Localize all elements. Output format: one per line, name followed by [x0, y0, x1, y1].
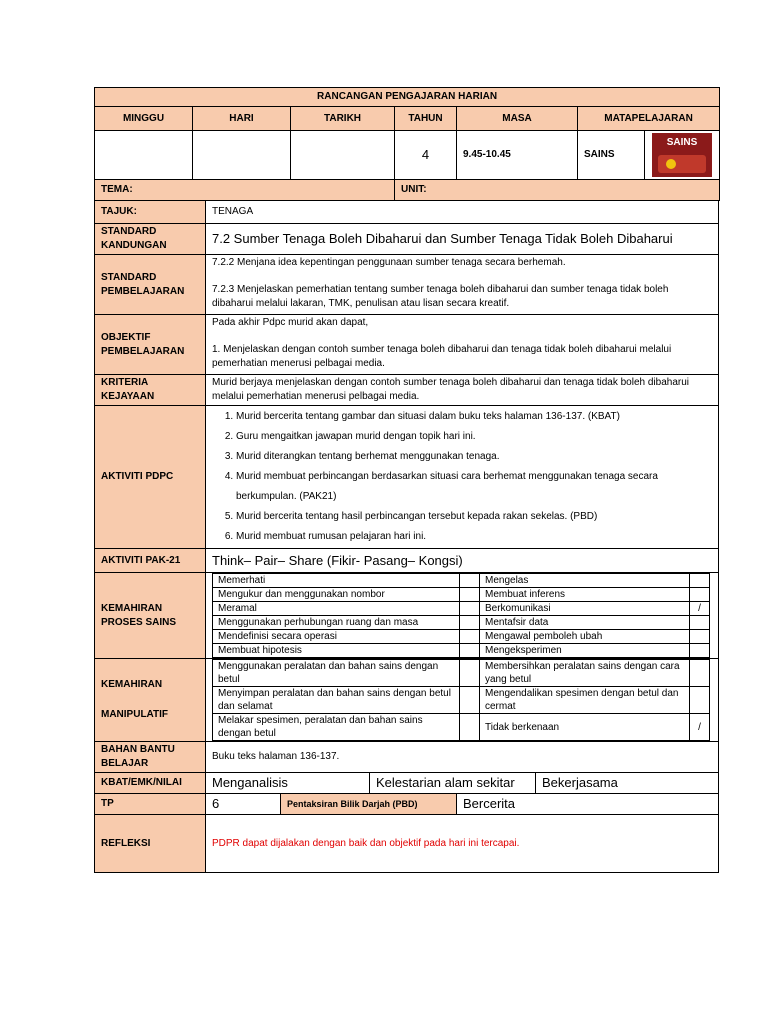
kps-mark[interactable]: /: [690, 602, 710, 616]
kps-mark[interactable]: [460, 602, 480, 616]
kps-table: [212, 573, 710, 658]
sains-book-cover-icon: [652, 133, 712, 177]
aktiviti-list: [212, 407, 712, 547]
sp-label: STANDARD PEMBELAJARAN: [95, 255, 206, 315]
refleksi-label: REFLEKSI: [95, 815, 206, 873]
kps-mark[interactable]: [460, 588, 480, 602]
kps-item: Menggunakan perhubungan ruang dan masa: [213, 616, 460, 630]
kps-item: Meramal: [213, 602, 460, 616]
matapelajaran-cell: [578, 131, 720, 180]
sp-line1: 7.2.2 Menjana idea kepentingan penggunaan sumber tenaga secara berhemah.: [212, 257, 566, 268]
logo-text: SAINS: [666, 137, 698, 148]
kk-value[interactable]: Murid berjaya menjelaskan dengan contoh sumber tenaga boleh dibaharui dan tenaga tidak boleh dibaharui melalui pemerhatian menerusi pelbagai media.: [206, 375, 719, 406]
subject-logo-cell: [645, 131, 720, 179]
pak21-label: AKTIVITI PAK-21: [95, 549, 206, 573]
kps-item: Mengawal pemboleh ubah: [480, 630, 690, 644]
kps-mark[interactable]: [460, 616, 480, 630]
kps-label: KEMAHIRAN PROSES SAINS: [95, 573, 206, 659]
sp-line2: 7.2.3 Menjelaskan pemerhatian tentang sumber tenaga boleh dibaharui dan sumber tenaga tidak boleh dibaharui melalui lakaran, TMK, penulisan atau lisan secara kreatif.: [212, 284, 669, 309]
kps-mark[interactable]: [690, 644, 710, 658]
minggu-value[interactable]: [95, 131, 193, 180]
kps-item: Membuat inferens: [480, 588, 690, 602]
kps-mark[interactable]: [460, 574, 480, 588]
tarikh-value[interactable]: [291, 131, 395, 180]
kk-label: KRITERIA KEJAYAAN: [95, 375, 206, 406]
aktiviti-cell[interactable]: [206, 406, 719, 549]
col-tahun: TAHUN: [395, 107, 457, 131]
km-mark[interactable]: [460, 687, 480, 714]
kbat-value-3[interactable]: Bekerjasama: [536, 773, 719, 794]
kps-item: Memerhati: [213, 574, 460, 588]
kps-mark[interactable]: [460, 644, 480, 658]
body-table: [94, 200, 719, 773]
kps-item: Mentafsir data: [480, 616, 690, 630]
km-table: [212, 659, 710, 741]
bbb-value[interactable]: Buku teks halaman 136-137.: [206, 742, 719, 773]
pbd-value[interactable]: Bercerita: [457, 794, 719, 815]
masa-value[interactable]: 9.45-10.45: [457, 131, 578, 180]
op-intro: Pada akhir Pdpc murid akan dapat,: [212, 317, 369, 328]
hari-value[interactable]: [193, 131, 291, 180]
tahun-value[interactable]: 4: [395, 131, 457, 180]
kps-mark[interactable]: [690, 616, 710, 630]
kps-mark[interactable]: [690, 574, 710, 588]
kps-cell: [206, 573, 719, 659]
matapelajaran-inner: [578, 131, 719, 179]
col-tarikh: TARIKH: [291, 107, 395, 131]
sk-value[interactable]: 7.2 Sumber Tenaga Boleh Dibaharui dan Sumber Tenaga Tidak Boleh Dibaharui: [206, 224, 719, 255]
km-mark[interactable]: [690, 687, 710, 714]
tema-label: TEMA:: [95, 180, 395, 201]
km-mark[interactable]: /: [690, 714, 710, 741]
km-cell: [206, 659, 719, 742]
col-masa: MASA: [457, 107, 578, 131]
col-minggu: MINGGU: [95, 107, 193, 131]
km-item: Tidak berkenaan: [480, 714, 690, 741]
aktiviti-label: AKTIVITI PDPC: [95, 406, 206, 549]
tp-value[interactable]: 6: [206, 794, 281, 815]
logo-sun: [666, 159, 676, 169]
kbat-table: [94, 772, 719, 794]
refleksi-table: [94, 814, 719, 873]
op-label: OBJEKTIF PEMBELAJARAN: [95, 315, 206, 375]
col-matapelajaran: MATAPELAJARAN: [578, 107, 720, 131]
aktiviti-item: 1. Murid bercerita tentang gambar dan situasi dalam buku teks halaman 136-137. (KBAT): [236, 407, 712, 427]
km-mark[interactable]: [690, 660, 710, 687]
kps-mark[interactable]: [690, 588, 710, 602]
kps-item: Mendefinisi secara operasi: [213, 630, 460, 644]
kps-item: Berkomunikasi: [480, 602, 690, 616]
tp-table: [94, 793, 719, 815]
kbat-value-2[interactable]: Kelestarian alam sekitar: [370, 773, 536, 794]
km-spacer: [101, 692, 199, 708]
subject-value[interactable]: SAINS: [578, 131, 645, 179]
col-hari: HARI: [193, 107, 291, 131]
page-title: RANCANGAN PENGAJARAN HARIAN: [95, 88, 720, 107]
kps-item: Mengelas: [480, 574, 690, 588]
aktiviti-item: 6. Murid membuat rumusan pelajaran hari ini.: [236, 527, 712, 547]
pak21-value[interactable]: Think– Pair– Share (Fikir- Pasang– Kongsi): [206, 549, 719, 573]
bbb-label: BAHAN BANTU BELAJAR: [95, 742, 206, 773]
kps-item: Membuat hipotesis: [213, 644, 460, 658]
km-label1: KEMAHIRAN: [101, 679, 163, 690]
km-mark[interactable]: [460, 660, 480, 687]
op-spacer: [212, 330, 712, 343]
sk-label: STANDARD KANDUNGAN: [95, 224, 206, 255]
tajuk-value[interactable]: TENAGA: [206, 201, 719, 224]
km-item: Membersihkan peralatan sains dengan cara yang betul: [480, 660, 690, 687]
header-table: [94, 87, 720, 201]
kbat-value-1[interactable]: Menganalisis: [206, 773, 370, 794]
aktiviti-item: 3. Murid diterangkan tentang berhemat menggunakan tenaga.: [236, 447, 712, 467]
kps-item: Mengukur dan menggunakan nombor: [213, 588, 460, 602]
aktiviti-item: 2. Guru mengaitkan jawapan murid dengan topik hari ini.: [236, 427, 712, 447]
km-item: Menggunakan peralatan dan bahan sains dengan betul: [213, 660, 460, 687]
aktiviti-item: 5. Murid bercerita tentang hasil perbincangan tersebut kepada rakan sekelas. (PBD): [236, 507, 712, 527]
kps-item: Mengeksperimen: [480, 644, 690, 658]
kps-mark[interactable]: [460, 630, 480, 644]
km-item: Menyimpan peralatan dan bahan sains dengan betul dan selamat: [213, 687, 460, 714]
tajuk-label: TAJUK:: [95, 201, 206, 224]
refleksi-value[interactable]: PDPR dapat dijalakan dengan baik dan objektif pada hari ini tercapai.: [206, 815, 719, 873]
km-item: Melakar spesimen, peralatan dan bahan sains dengan betul: [213, 714, 460, 741]
op-cell[interactable]: [206, 315, 719, 375]
sp-cell[interactable]: [206, 255, 719, 315]
op-item: 1. Menjelaskan dengan contoh sumber tenaga boleh dibaharui dan tenaga tidak boleh dibaharui melalui pemerhatian menerusi pelbagai media.: [212, 344, 672, 369]
tp-label: TP: [95, 794, 206, 815]
kbat-label: KBAT/EMK/NILAI: [95, 773, 206, 794]
unit-label: UNIT:: [395, 180, 720, 201]
rph-sheet: [94, 87, 719, 873]
km-mark[interactable]: [460, 714, 480, 741]
sp-spacer: [212, 270, 712, 283]
aktiviti-item: 4. Murid membuat perbincangan berdasarkan situasi cara berhemat menggunakan tenaga secara berkumpulan. (PAK21): [236, 467, 712, 507]
kps-mark[interactable]: [690, 630, 710, 644]
km-label2: MANIPULATIF: [101, 709, 169, 720]
km-label-cell: [95, 659, 206, 742]
km-item: Mengendalikan spesimen dengan betul dan cermat: [480, 687, 690, 714]
pbd-label: Pentaksiran Bilik Darjah (PBD): [281, 794, 457, 815]
